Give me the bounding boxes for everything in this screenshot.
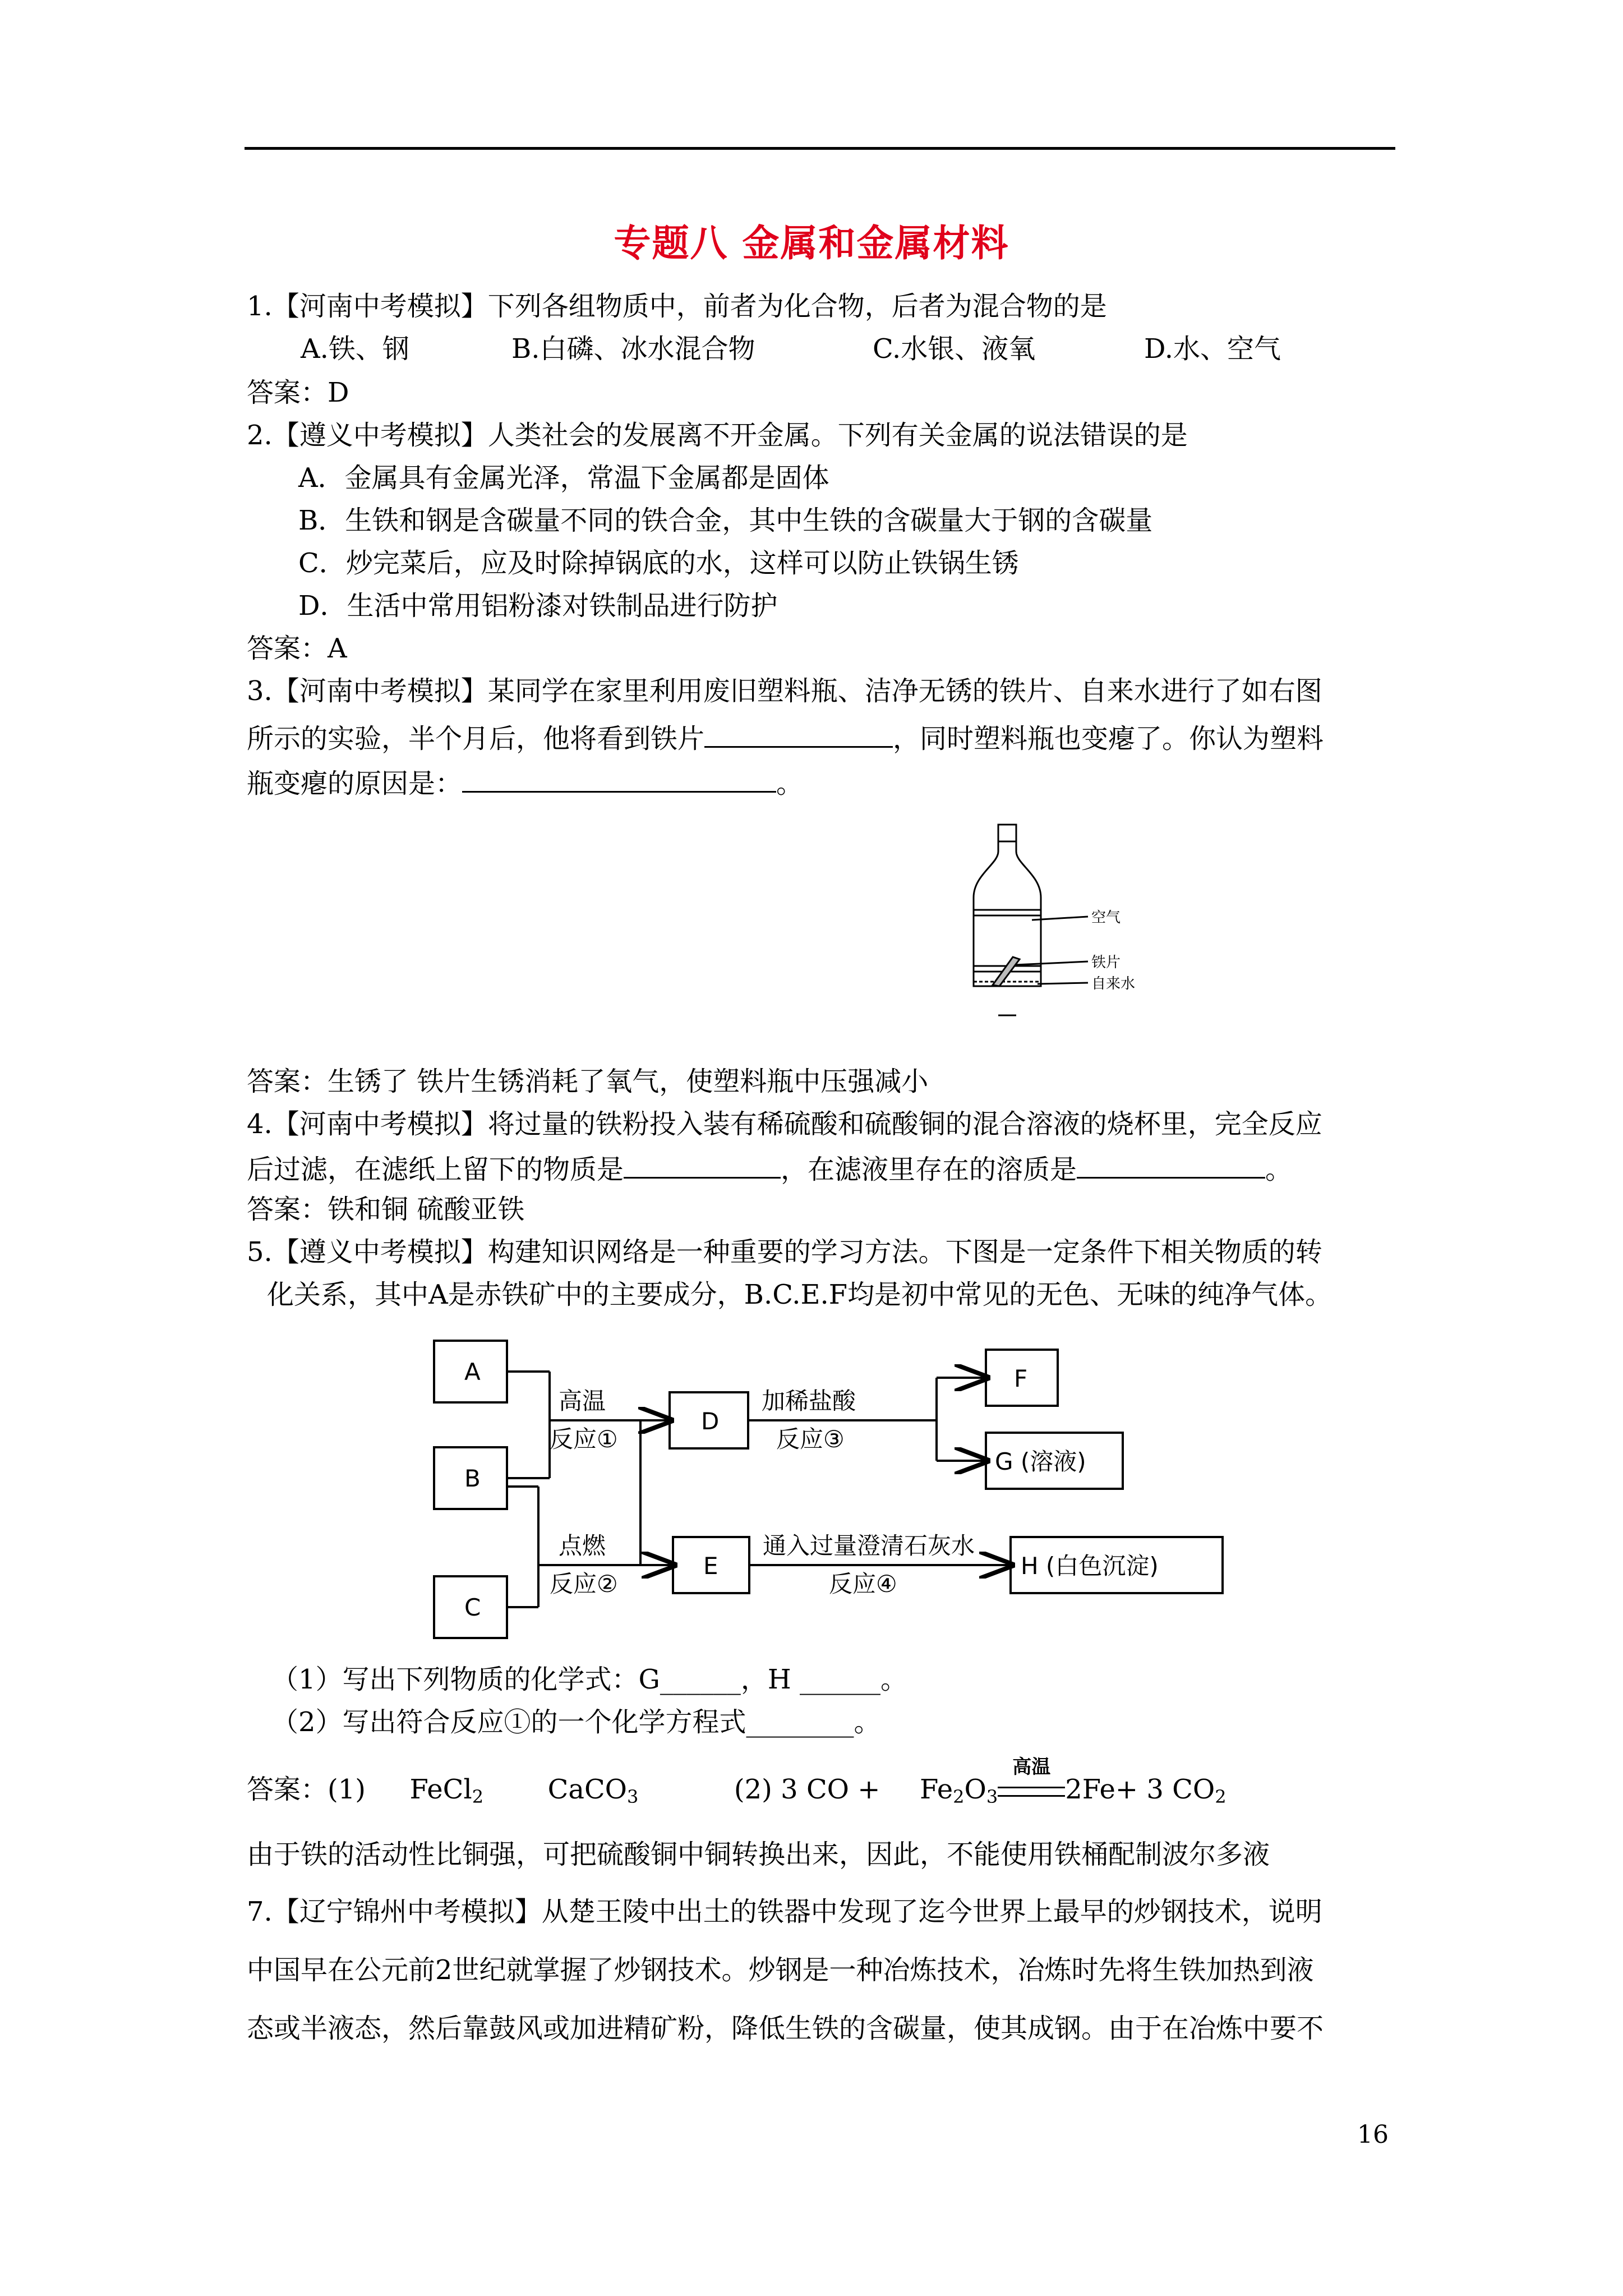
q3-line-1: 3.【河南中考模拟】某同学在家里利用废旧塑料瓶、洁净无锈的铁片、自来水进行了如右图 [247, 675, 1322, 707]
node-f-label: F [1014, 1365, 1028, 1392]
q3-line-3-a: 瓶变瘪的原因是： [247, 768, 463, 799]
q5-answer-2c: 2Fe+ 3 $CO_2$ [1065, 1774, 1227, 1807]
reaction-1-condition: 高温 [559, 1387, 606, 1415]
q3-line-3 [247, 764, 803, 800]
header-rule [245, 147, 1395, 150]
bottle-cap [998, 825, 1016, 841]
reaction-2-label: 反应② [550, 1570, 618, 1598]
q1-option-b: B.白磷、冰水混合物 [511, 333, 755, 365]
q3-line-2-b: ，同时塑料瓶也变瘪了。你认为塑料 [893, 723, 1324, 754]
label-water: 自来水 [1091, 976, 1136, 992]
q2-stem: 2.【遵义中考模拟】人类社会的发展离不开金属。下列有关金属的说法错误的是 [247, 420, 1188, 451]
label-air: 空气 [1091, 909, 1121, 926]
reaction-network-diagram [432, 1329, 1239, 1644]
q7-line-2: 中国早在公元前2世纪就掌握了炒钢技术。炒钢是一种冶炼技术，冶炼时先将生铁加热到液 [247, 1954, 1314, 1986]
q1-option-d: D.水、空气 [1144, 333, 1281, 365]
q5-sub-1: （1）写出下列物质的化学式：G______，H ______。 [271, 1664, 908, 1695]
node-e-label: E [703, 1552, 718, 1580]
equation-equals-sign: 高温 [998, 1773, 1065, 1806]
q3-blank-1[interactable] [704, 719, 893, 748]
node-d-label: D [701, 1407, 720, 1435]
node-b-label: B [464, 1465, 481, 1492]
q5-answer-h: CaCO$_3$ [547, 1774, 639, 1807]
q5-line-2: 化关系，其中A是赤铁矿中的主要成分，B.C.E.F均是初中常见的无色、无味的纯净气体。 [267, 1279, 1332, 1310]
q2-option-d: D．生活中常用铝粉漆对铁制品进行防护 [298, 590, 778, 622]
q7-line-1: 7.【辽宁锦州中考模拟】从楚王陵中出土的铁器中发现了迄今世界上最早的炒钢技术，说明 [247, 1896, 1322, 1927]
q4-line-1: 4.【河南中考模拟】将过量的铁粉投入装有稀硫酸和硫酸铜的混合溶液的烧杯里，完全反应 [247, 1108, 1322, 1140]
q3-line-2 [247, 719, 1324, 756]
q3-blank-2[interactable] [462, 764, 776, 793]
q2-option-a: A．金属具有金属光泽，常温下金属都是固体 [298, 462, 829, 494]
q4-blank-2[interactable] [1077, 1150, 1265, 1179]
q1-answer: 答案：D [247, 377, 349, 408]
q5-answer-2a: (2) 3 CO + [734, 1774, 880, 1805]
q5-answer-prefix: 答案：(1) [247, 1774, 366, 1805]
label-iron: 铁片 [1091, 954, 1121, 971]
q5-answer-g: FeCl$_2$ [409, 1774, 484, 1807]
reaction-3-label: 反应③ [776, 1425, 845, 1453]
q1-option-c: C.水银、液氧 [873, 333, 1036, 365]
node-h-label: H (白色沉淀) [1021, 1552, 1159, 1580]
q2-option-b: B．生铁和钢是含碳量不同的铁合金，其中生铁的含碳量大于钢的含碳量 [298, 505, 1153, 536]
page-title: 专题八 金属和金属材料 [614, 222, 1009, 265]
q5-line-1: 5.【遵义中考模拟】构建知识网络是一种重要的学习方法。下图是一定条件下相关物质的转 [247, 1236, 1322, 1268]
q3-answer: 答案：生锈了 铁片生锈消耗了氧气，使塑料瓶中压强减小 [247, 1066, 929, 1097]
reaction-4-condition: 通入过量澄清石灰水 [763, 1532, 975, 1559]
q5-sub-2: （2）写出符合反应①的一个化学方程式________。 [271, 1706, 881, 1738]
q3-line-3-b: 。 [776, 768, 804, 799]
q5-answer [247, 1756, 1227, 1814]
page-number: 16 [1357, 2120, 1389, 2149]
bottle-experiment-figure [920, 785, 1211, 1027]
reaction-3-condition: 加稀盐酸 [762, 1387, 856, 1415]
q4-line-2-c: 。 [1265, 1154, 1293, 1185]
q1-options [301, 332, 1281, 366]
q2-answer: 答案：A [247, 633, 347, 664]
node-a-label: A [464, 1358, 481, 1386]
note-line: 由于铁的活动性比铜强，可把硫酸铜中铜转换出来，因此，不能使用铁桶配制波尔多液 [247, 1839, 1270, 1870]
q3-line-2-a: 所示的实验，半个月后，他将看到铁片 [247, 723, 705, 754]
q4-answer: 答案：铁和铜 硫酸亚铁 [247, 1194, 525, 1225]
node-g-label: G (溶液) [995, 1448, 1086, 1475]
q4-line-2-a: 后过滤，在滤纸上留下的物质是 [247, 1154, 624, 1185]
q1-stem: 1.【河南中考模拟】下列各组物质中，前者为化合物，后者为混合物的是 [247, 291, 1107, 322]
q4-blank-1[interactable] [624, 1150, 781, 1179]
reaction-1-label: 反应① [550, 1425, 618, 1453]
q5-answer-2b: $Fe_2O_3$ [920, 1774, 998, 1807]
reaction-4-label: 反应④ [829, 1570, 897, 1598]
node-c-label: C [464, 1594, 481, 1621]
q2-option-c: C．炒完菜后，应及时除掉锅底的水，这样可以防止铁锅生锈 [298, 547, 1019, 579]
reaction-2-condition: 点燃 [559, 1532, 606, 1559]
q4-line-2 [247, 1150, 1292, 1186]
q4-line-2-b: ，在滤液里存在的溶质是 [781, 1154, 1077, 1185]
q7-line-3: 态或半液态，然后靠鼓风或加进精矿粉，降低生铁的含碳量，使其成钢。由于在冶炼中要不 [247, 2013, 1324, 2044]
q1-option-a: A.铁、钢 [301, 333, 409, 365]
